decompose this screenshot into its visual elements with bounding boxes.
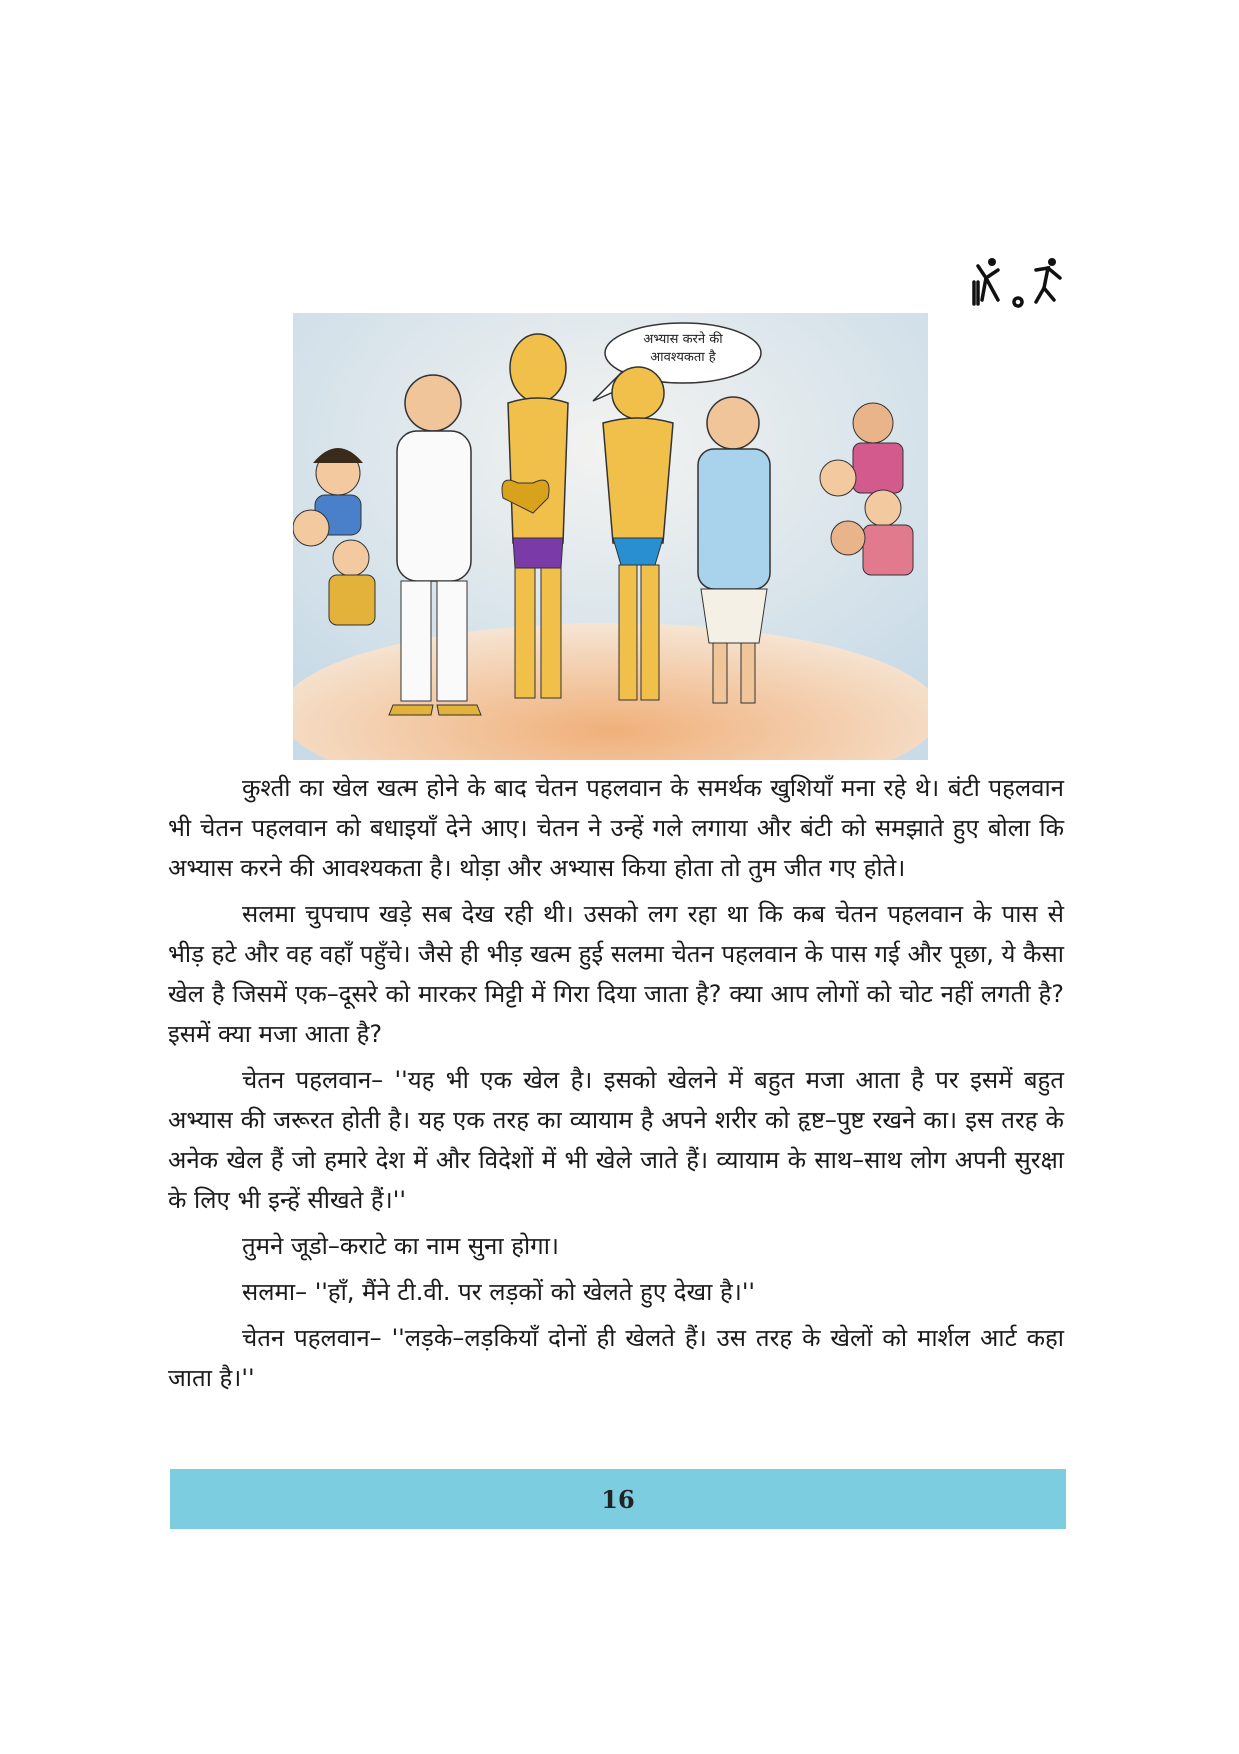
speech-bubble-line-1: अभ्यास करने की (643, 332, 723, 347)
speech-bubble-text (613, 331, 753, 367)
paragraph-5: सलमा– ''हाँ, मैंने टी.वी. पर लड़कों को खेलते हुए देखा है।'' (242, 1278, 756, 1306)
footer-bar (170, 1469, 1066, 1529)
paragraph-1: कुश्ती का खेल खत्म होने के बाद चेतन पहलवान के समर्थक खुशियाँ मना रहे थे। बंटी पहलवान भी चेतन पहलवान को बधाइयाँ देने आए। चेतन ने उन्हें गले लगाया और बंटी को समझाते हुए बोला कि अभ्यास करने की आवश्यकता है। थोड़ा और अभ्यास किया होता तो तुम जीत गए होते। (168, 774, 1064, 882)
sports-icon (968, 256, 1066, 312)
illustration-wrestlers (293, 313, 928, 760)
paragraph-3: चेतन पहलवान– ''यह भी एक खेल है। इसको खेलने में बहुत मजा आता है पर इसमें बहुत अभ्यास की जरूरत होती है। यह एक तरह का व्यायाम है अपने शरीर को हृष्ट–पुष्ट रखने का। इस तरह के अनेक खेल हैं जो हमारे देश में और विदेशों में भी खेले जाते हैं। व्यायाम के साथ–साथ लोग अपनी सुरक्षा के लिए भी इन्हें सीखते हैं।'' (168, 1066, 1064, 1214)
speech-bubble-line-2: आवश्यकता है (650, 350, 716, 365)
story-text (168, 768, 1064, 1404)
page-number: 16 (601, 1484, 635, 1514)
paragraph-6: चेतन पहलवान– ''लड़के–लड़कियाँ दोनों ही खेलते हैं। उस तरह के खेलों को मार्शल आर्ट कहा जाता है।'' (168, 1324, 1064, 1392)
paragraph-4: तुमने जूडो–कराटे का नाम सुना होगा। (242, 1232, 559, 1260)
paragraph-2: सलमा चुपचाप खड़े सब देख रही थी। उसको लग रहा था कि कब चेतन पहलवान के पास से भीड़ हटे और वह वहाँ पहुँचे। जैसे ही भीड़ खत्म हुई सलमा चेतन पहलवान के पास गई और पूछा, ये कैसा खेल है जिसमें एक–दूसरे को मारकर मिट्टी में गिरा दिया जाता है? क्या आप लोगों को चोट नहीं लगती है? इसमें क्या मजा आता है? (168, 900, 1064, 1048)
